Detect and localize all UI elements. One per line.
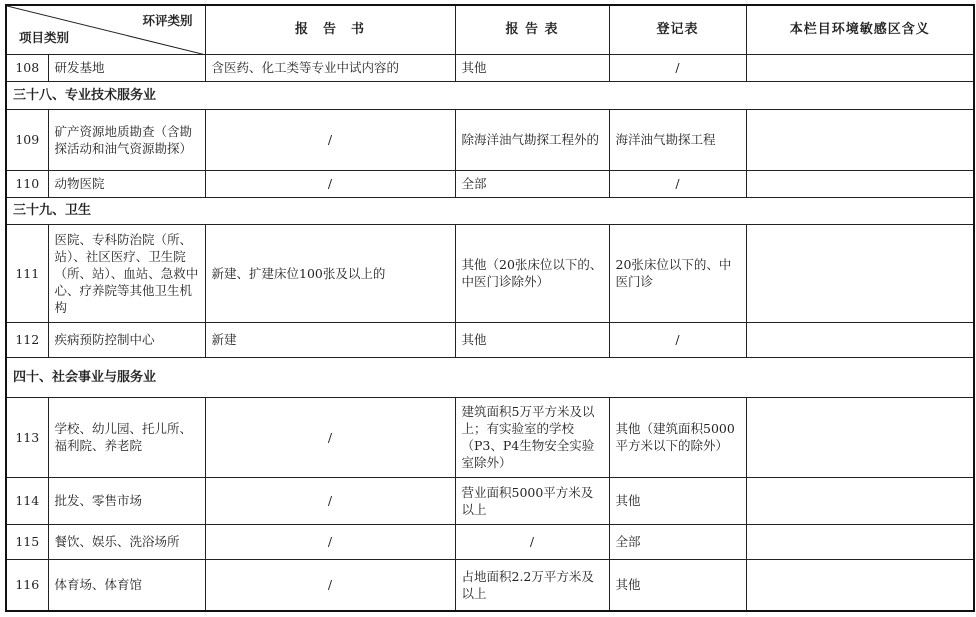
register-cell: 其他（建筑面积5000平方米以下的除外） — [609, 397, 746, 477]
report-form-cell: 其他 — [455, 322, 609, 357]
sensitive-area-cell — [746, 54, 974, 81]
table-row — [6, 524, 974, 559]
report-form-cell: 其他 — [455, 54, 609, 81]
report-book-cell: 新建 — [205, 322, 455, 357]
header-sensitive-area: 本栏目环境敏感区含义 — [746, 5, 974, 54]
header-register: 登记表 — [609, 5, 746, 54]
report-form-cell: 全部 — [455, 170, 609, 197]
table-row — [6, 170, 974, 197]
report-book-cell: 含医药、化工类等专业中试内容的 — [205, 54, 455, 81]
project-category: 矿产资源地质勘查（含勘探活动和油气资源勘探） — [48, 109, 205, 170]
report-book-cell: / — [205, 397, 455, 477]
table-row — [6, 54, 974, 81]
report-book-cell: 新建、扩建床位100张及以上的 — [205, 224, 455, 322]
section-title: 三十八、专业技术服务业 — [6, 81, 974, 109]
register-cell: 其他 — [609, 559, 746, 611]
project-category: 医院、专科防治院（所、站）、社区医疗、卫生院（所、站）、血站、急救中心、疗养院等其他卫生机构 — [48, 224, 205, 322]
sensitive-area-cell — [746, 559, 974, 611]
report-form-cell: 占地面积2.2万平方米及以上 — [455, 559, 609, 611]
report-book-cell: / — [205, 524, 455, 559]
project-category: 体育场、体育馆 — [48, 559, 205, 611]
row-number: 116 — [6, 559, 48, 611]
header-project-category: 项目类别 — [19, 29, 70, 45]
table-row — [6, 559, 974, 611]
sensitive-area-cell — [746, 109, 974, 170]
table-row — [6, 397, 974, 477]
report-form-cell: 营业面积5000平方米及以上 — [455, 477, 609, 524]
register-cell: 海洋油气勘探工程 — [609, 109, 746, 170]
table-row — [6, 224, 974, 322]
sensitive-area-cell — [746, 170, 974, 197]
report-book-cell: / — [205, 559, 455, 611]
environmental-assessment-table — [5, 4, 975, 612]
sensitive-area-cell — [746, 397, 974, 477]
project-category: 餐饮、娱乐、洗浴场所 — [48, 524, 205, 559]
register-cell: 20张床位以下的、中医门诊 — [609, 224, 746, 322]
header-report-book: 报 告 书 — [205, 5, 455, 54]
sensitive-area-cell — [746, 224, 974, 322]
row-number: 115 — [6, 524, 48, 559]
register-cell: 其他 — [609, 477, 746, 524]
row-number: 109 — [6, 109, 48, 170]
section-title: 四十、社会事业与服务业 — [6, 357, 974, 397]
table-row — [6, 109, 974, 170]
row-number: 111 — [6, 224, 48, 322]
report-book-cell: / — [205, 109, 455, 170]
report-form-cell: / — [455, 524, 609, 559]
register-cell: / — [609, 54, 746, 81]
sensitive-area-cell — [746, 322, 974, 357]
report-book-cell: / — [205, 477, 455, 524]
row-number: 112 — [6, 322, 48, 357]
header-row — [6, 5, 974, 54]
register-cell: / — [609, 170, 746, 197]
row-number: 110 — [6, 170, 48, 197]
section-title: 三十九、卫生 — [6, 197, 974, 224]
project-category: 研发基地 — [48, 54, 205, 81]
header-assessment-category: 环评类别 — [142, 13, 193, 28]
report-book-cell: / — [205, 170, 455, 197]
report-form-cell: 其他（20张床位以下的、中医门诊除外） — [455, 224, 609, 322]
row-number: 108 — [6, 54, 48, 81]
header-report-form: 报 告 表 — [455, 5, 609, 54]
report-form-cell: 除海洋油气勘探工程外的 — [455, 109, 609, 170]
sensitive-area-cell — [746, 524, 974, 559]
register-cell: / — [609, 322, 746, 357]
table-row — [6, 322, 974, 357]
register-cell: 全部 — [609, 524, 746, 559]
sensitive-area-cell — [746, 477, 974, 524]
report-form-cell: 建筑面积5万平方米及以上；有实验室的学校（P3、P4生物安全实验室除外） — [455, 397, 609, 477]
project-category: 动物医院 — [48, 170, 205, 197]
section-row — [6, 357, 974, 397]
project-category: 批发、零售市场 — [48, 477, 205, 524]
table-row — [6, 477, 974, 524]
section-row — [6, 197, 974, 224]
diagonal-header-cell — [6, 5, 205, 54]
row-number: 113 — [6, 397, 48, 477]
section-row — [6, 81, 974, 109]
project-category: 疾病预防控制中心 — [48, 322, 205, 357]
row-number: 114 — [6, 477, 48, 524]
project-category: 学校、幼儿园、托儿所、福利院、养老院 — [48, 397, 205, 477]
